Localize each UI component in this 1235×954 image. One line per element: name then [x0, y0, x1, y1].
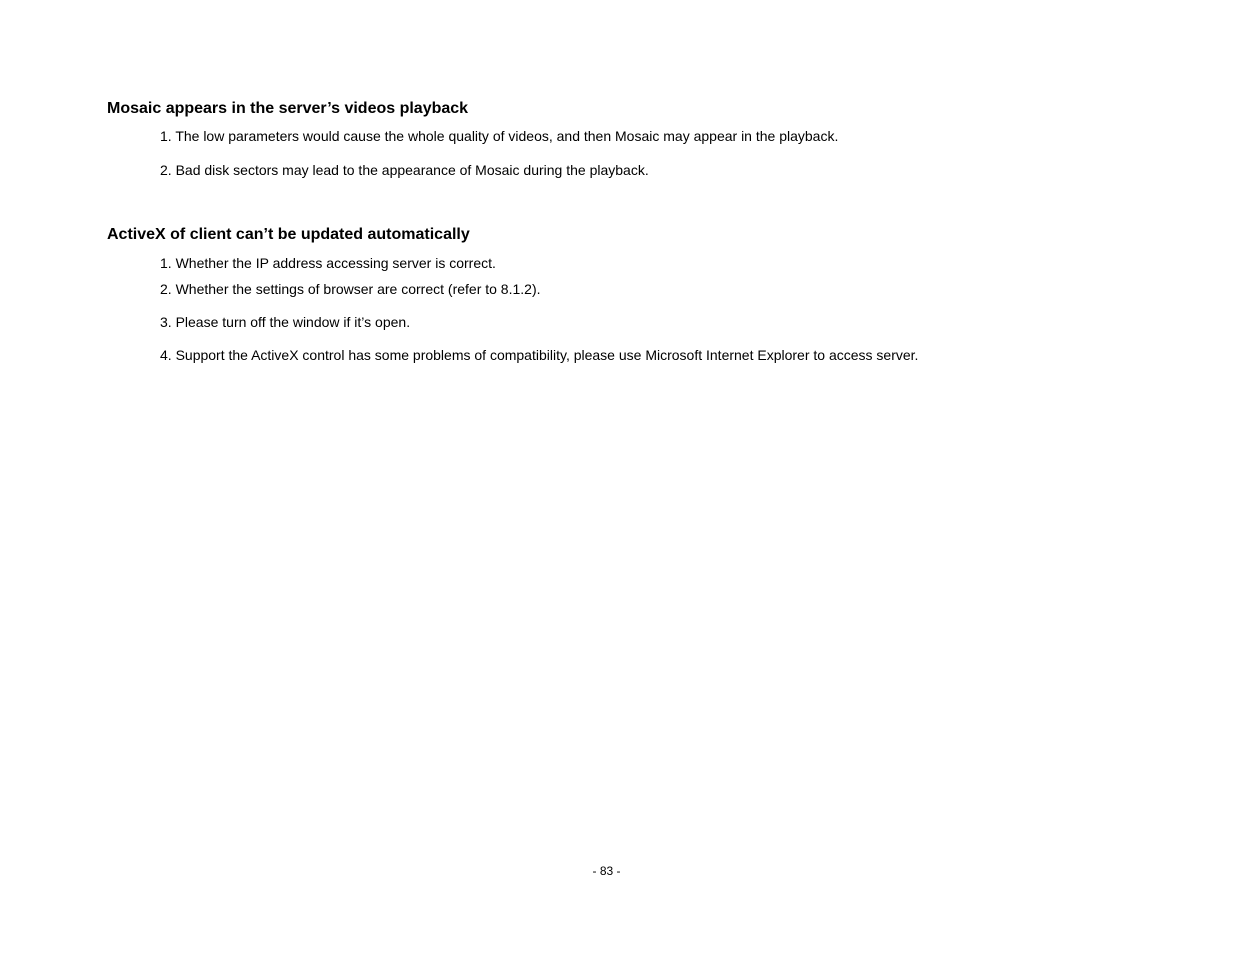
page-number: - 83 - [592, 864, 621, 878]
list-item: 2. Bad disk sectors may lead to the appearance of Mosaic during the playback. [160, 162, 649, 178]
section-heading-activex: ActiveX of client can’t be updated automatically [107, 226, 470, 243]
list-item: 4. Support the ActiveX control has some problems of compatibility, please use Microsoft Internet Explorer to access server. [160, 347, 919, 363]
list-item: 1. The low parameters would cause the whole quality of videos, and then Mosaic may appear in the playback. [160, 128, 839, 144]
list-item: 2. Whether the settings of browser are correct (refer to 8.1.2). [160, 281, 541, 297]
list-item: 3. Please turn off the window if it’s open. [160, 314, 411, 330]
section-heading-mosaic: Mosaic appears in the server’s videos playback [107, 100, 469, 117]
list-item: 1. Whether the IP address accessing server is correct. [160, 255, 496, 271]
